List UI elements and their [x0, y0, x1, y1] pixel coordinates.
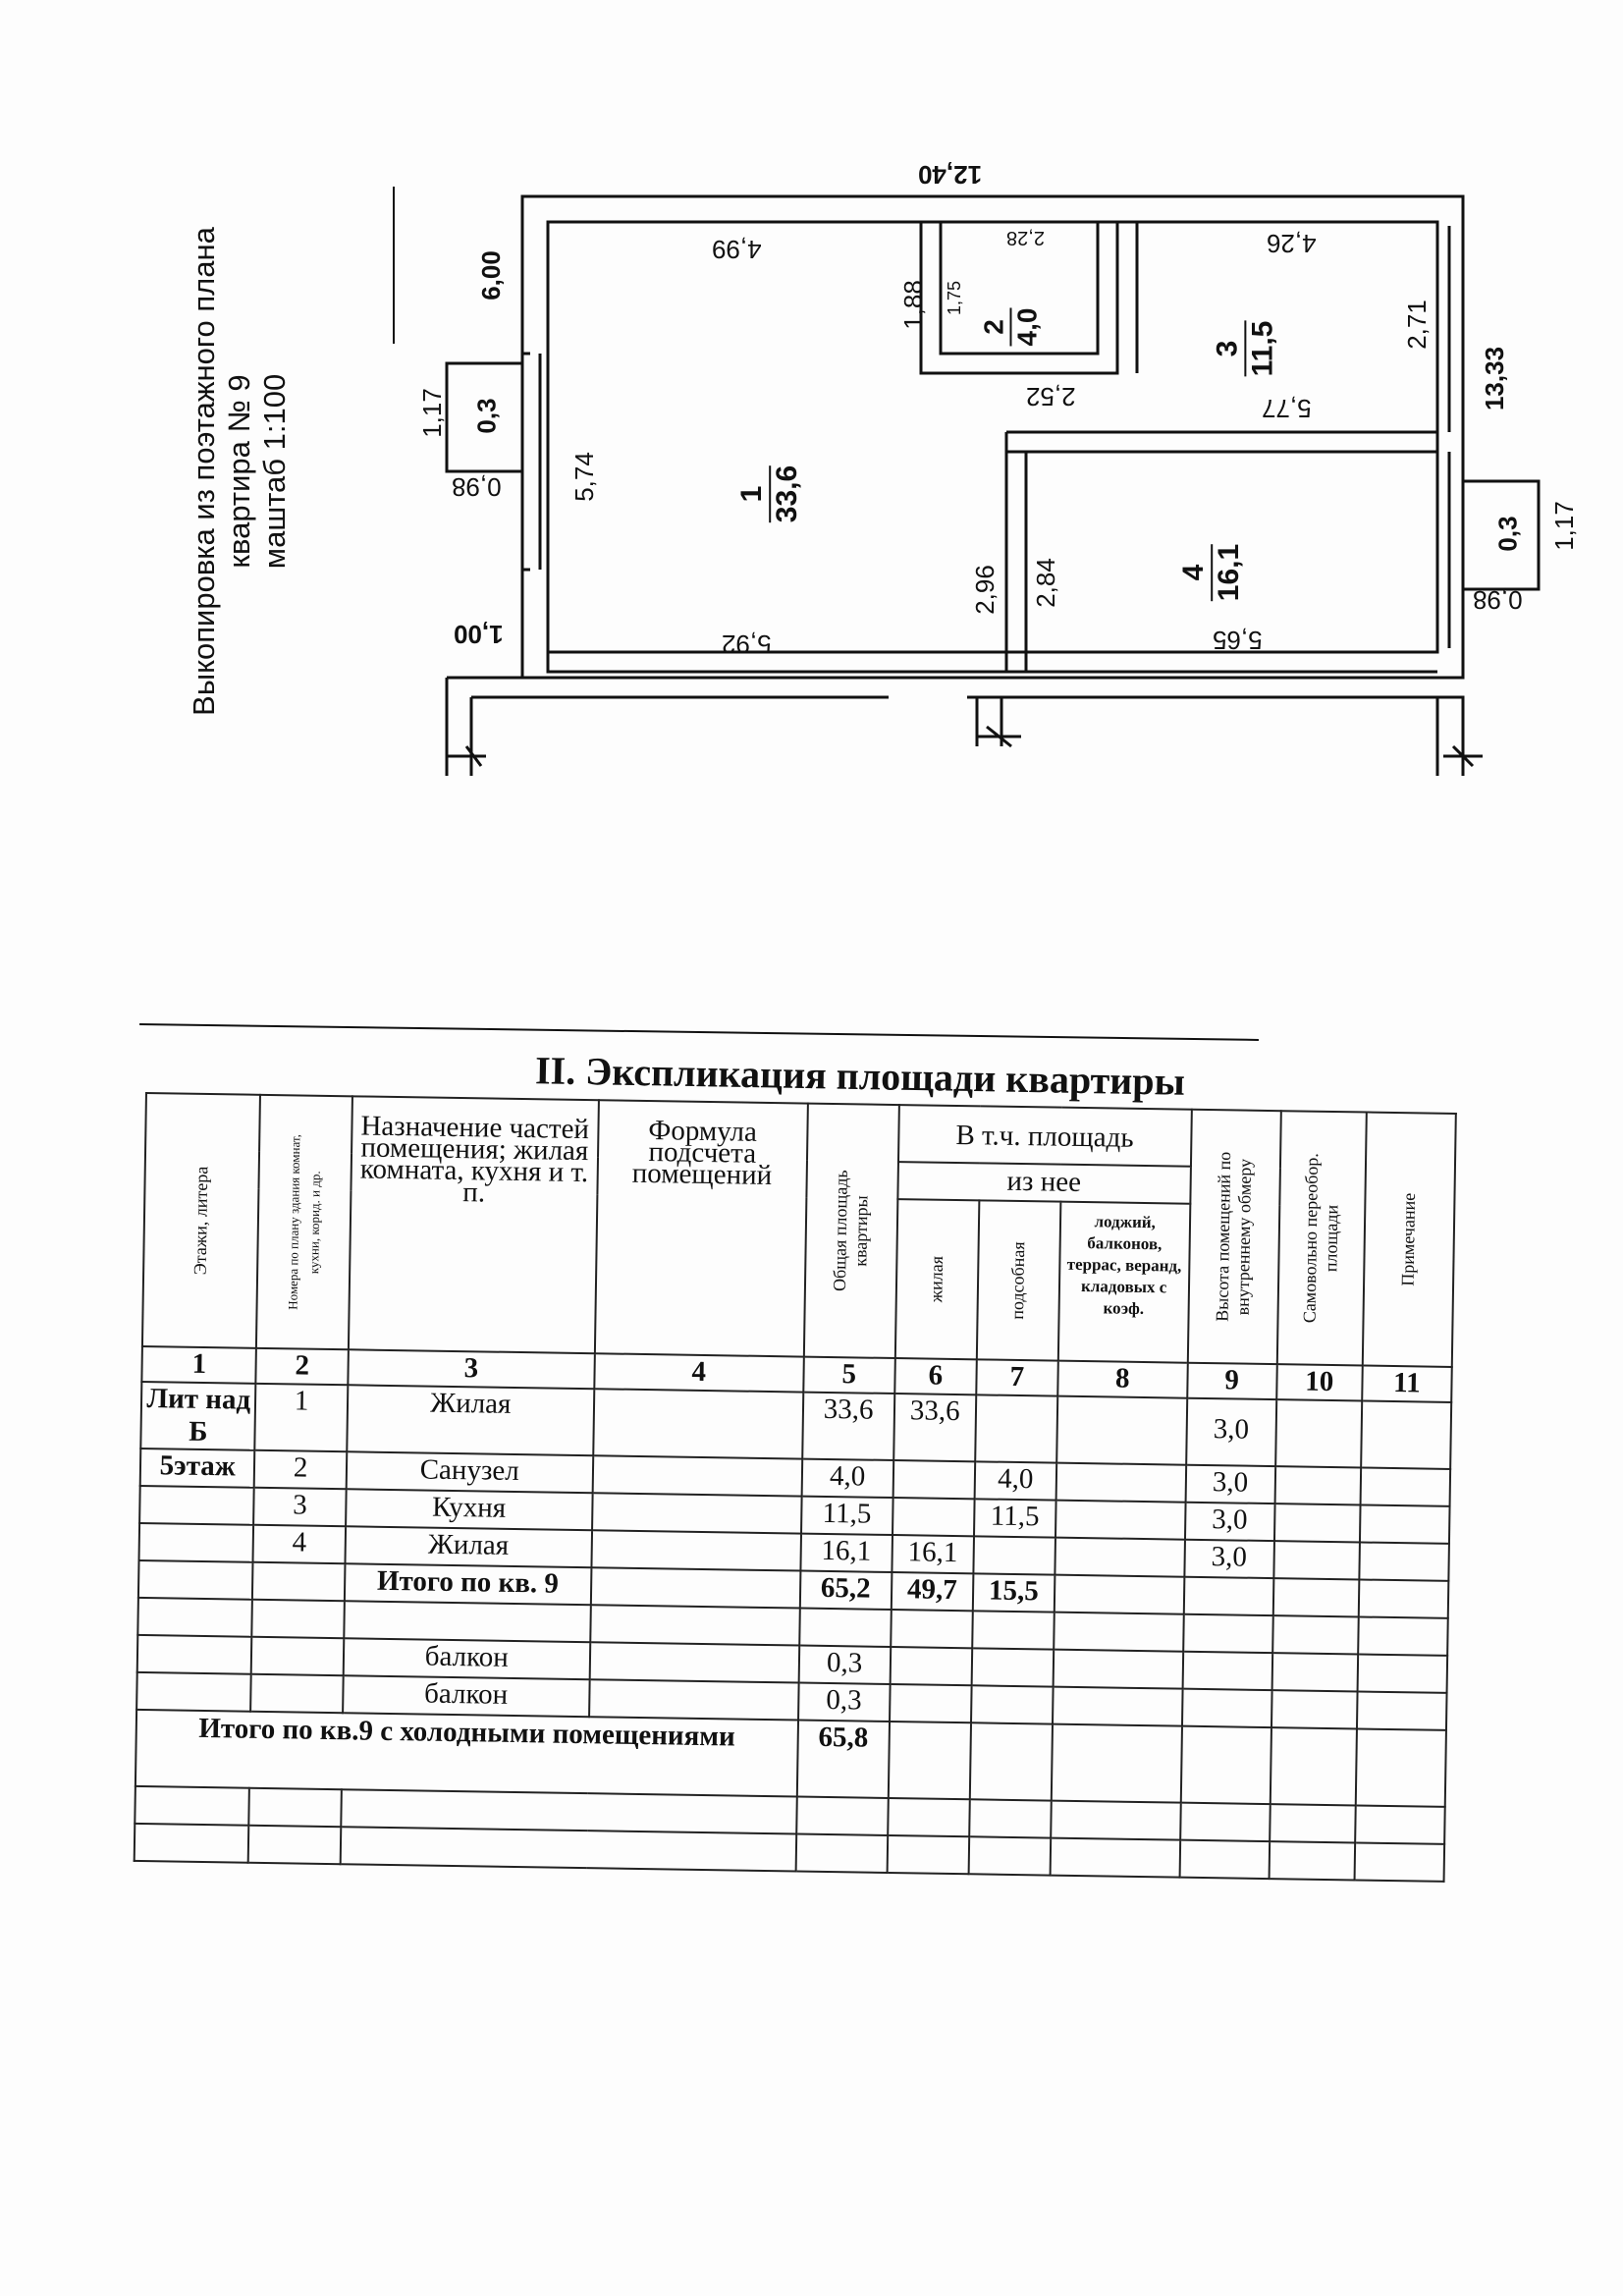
room4-label [1177, 544, 1246, 601]
room2-num: 2 [978, 319, 1009, 335]
cell-lit [139, 1486, 254, 1525]
cell-balcony [1056, 1396, 1187, 1465]
plan-title-line1: Выкопировка из поэтажного плана [187, 227, 221, 716]
cell-lit [139, 1523, 254, 1562]
dim-room3-top: 4,26 [1267, 229, 1317, 258]
col-num: 6 [894, 1358, 977, 1394]
col-num: 8 [1057, 1361, 1187, 1398]
col-num: 10 [1276, 1364, 1363, 1400]
dim-balcony-right-h: 0,98 [1473, 585, 1523, 615]
floor-plan [0, 0, 1623, 982]
cell-aux [973, 1536, 1055, 1574]
balcony-name: балкон [343, 1675, 590, 1717]
plan-drawing [0, 0, 1623, 982]
cell-aux [975, 1394, 1057, 1462]
grand-total-value: 65,8 [796, 1721, 889, 1798]
room3-label [1211, 321, 1279, 377]
grand-total-label: Итого по кв.9 с холодными помещениями [135, 1710, 798, 1797]
cell-living: 16,1 [892, 1535, 974, 1573]
room2-area: 4,0 [1011, 307, 1043, 347]
cell-num: 1 [255, 1384, 348, 1451]
cell-height: 3,0 [1184, 1503, 1274, 1541]
dim-room3-bottom: 5,77 [1262, 394, 1312, 423]
header-formula: Формула подсчета помещений [595, 1100, 808, 1356]
dim-balcony-right-w: 1,17 [1548, 501, 1579, 551]
col-num: 4 [594, 1353, 803, 1392]
cell-total: 16,1 [800, 1534, 893, 1572]
room1-area: 33,6 [771, 465, 804, 523]
cell-num: 4 [253, 1525, 346, 1563]
col-num: 2 [256, 1348, 349, 1385]
dim-left-lower: 1,00 [454, 620, 504, 649]
cell-living [893, 1460, 975, 1499]
balcony-left-area: 0,3 [471, 398, 502, 434]
cell-balcony [1055, 1538, 1184, 1577]
cell-name: Кухня [346, 1489, 593, 1530]
cell-formula [593, 1455, 802, 1496]
plan-title-line2: квартира № 9 [222, 374, 256, 569]
cell-aux: 11,5 [974, 1499, 1056, 1537]
cell-note [1360, 1467, 1450, 1505]
cell-total: 33,6 [802, 1393, 894, 1460]
header-group: В т.ч. площадь [898, 1105, 1192, 1167]
cell-formula [592, 1493, 801, 1533]
room4-num: 4 [1177, 564, 1211, 581]
cell-unauth [1274, 1466, 1361, 1504]
header-subgroup: из нее [897, 1162, 1190, 1204]
header-balconies: лоджий, балконов, террас, веранд, кладовых с коэф. [1058, 1202, 1190, 1363]
dim-balcony-left-h: 0,98 [452, 472, 502, 502]
dim-room1-left: 5,74 [568, 452, 599, 502]
dim-balcony-left-w: 1,17 [416, 388, 447, 438]
header-note: Примечание [1363, 1113, 1456, 1367]
header-total-area: Общая площадь квартиры [803, 1104, 898, 1358]
room2-label [978, 308, 1043, 347]
room4-area: 16,1 [1213, 543, 1246, 602]
cell-aux: 4,0 [974, 1461, 1056, 1500]
balcony-name: балкон [343, 1638, 590, 1679]
header-unauthorized: Самовольно переобор. площади [1276, 1111, 1366, 1365]
dim-left-upper: 6,00 [475, 250, 506, 301]
section-divider [139, 1023, 1259, 1041]
header-purpose: Назначение частей помещения; жилая комната, кухня и т. п. [349, 1096, 599, 1353]
cell-num: 3 [254, 1488, 347, 1526]
dim-room1-bottom: 5,92 [722, 629, 772, 659]
cell-unauth [1275, 1399, 1362, 1467]
balcony-right-area: 0,3 [1492, 516, 1523, 552]
dim-right-total: 13,33 [1480, 346, 1510, 411]
cell-balcony [1055, 1501, 1185, 1540]
cell-name: Жилая [345, 1526, 592, 1567]
cell-lit: Лит над Б [140, 1382, 256, 1450]
header-living: жилая [895, 1199, 980, 1359]
subtotal-aux: 15,5 [973, 1573, 1055, 1612]
cell-total: 4,0 [801, 1459, 893, 1498]
cell-height: 3,0 [1186, 1398, 1276, 1466]
header-plan-numbers: Номера по плану здания комнат, кухни, корид. и др. [256, 1095, 352, 1349]
cell-name: Санузел [346, 1451, 593, 1493]
header-height: Высота помещений по внутреннему обмеру [1187, 1110, 1280, 1364]
dim-room4-bottom: 5,65 [1213, 626, 1263, 655]
room3-area: 11,5 [1246, 320, 1279, 377]
dim-room2-top: 2,28 [1006, 227, 1045, 248]
cell-note [1360, 1504, 1450, 1543]
room1-num: 1 [735, 485, 769, 503]
col-num: 5 [803, 1357, 895, 1394]
room1-label [735, 465, 804, 522]
col-num: 9 [1187, 1363, 1277, 1399]
balcony-total: 0,3 [798, 1683, 891, 1722]
plan-title-line3: маштаб 1:100 [257, 373, 292, 570]
cell-note [1359, 1542, 1449, 1580]
header-row-1 [145, 1093, 1456, 1171]
dim-room2-side: 1,75 [945, 280, 965, 316]
subtotal-living: 49,7 [892, 1572, 974, 1611]
cell-unauth [1274, 1503, 1361, 1542]
cell-num: 2 [254, 1450, 347, 1489]
cell-height: 3,0 [1185, 1465, 1275, 1503]
dim-room3-right: 2,71 [1401, 300, 1432, 350]
dim-room1-notch-b: 2,96 [969, 565, 1000, 615]
cell-unauth [1273, 1541, 1360, 1579]
balcony-total: 0,3 [798, 1646, 891, 1684]
dim-room2-bottom: 2,52 [1026, 382, 1076, 411]
cell-formula [593, 1389, 803, 1458]
col-num: 1 [141, 1346, 256, 1384]
cell-height: 3,0 [1184, 1540, 1274, 1578]
subtotal-total: 65,2 [799, 1571, 892, 1610]
cell-formula [591, 1530, 800, 1570]
col-num: 11 [1362, 1366, 1452, 1402]
cell-lit: 5этаж [140, 1449, 255, 1488]
explication-table [134, 1092, 1457, 1883]
room3-num: 3 [1211, 340, 1244, 357]
dim-room1-top: 4,99 [712, 235, 762, 264]
cell-balcony [1055, 1463, 1185, 1503]
header-floors: Этажи, литера [142, 1093, 261, 1348]
cell-living [893, 1498, 975, 1536]
explication-title: II. Экспликация площади квартиры [534, 1048, 1186, 1104]
cell-name: Жилая [347, 1385, 594, 1455]
header-auxiliary: подсобная [977, 1200, 1061, 1360]
subtotal-label: Итого по кв. 9 [345, 1563, 592, 1605]
cell-total: 11,5 [801, 1497, 893, 1535]
dim-room1-notch-a: 1,88 [897, 280, 928, 330]
cell-living: 33,6 [893, 1394, 976, 1461]
dim-room4-left: 2,84 [1030, 558, 1060, 608]
cell-note [1361, 1401, 1451, 1469]
dim-top-total: 12,40 [918, 160, 983, 190]
col-num: 3 [348, 1349, 595, 1389]
col-num: 7 [976, 1359, 1058, 1395]
